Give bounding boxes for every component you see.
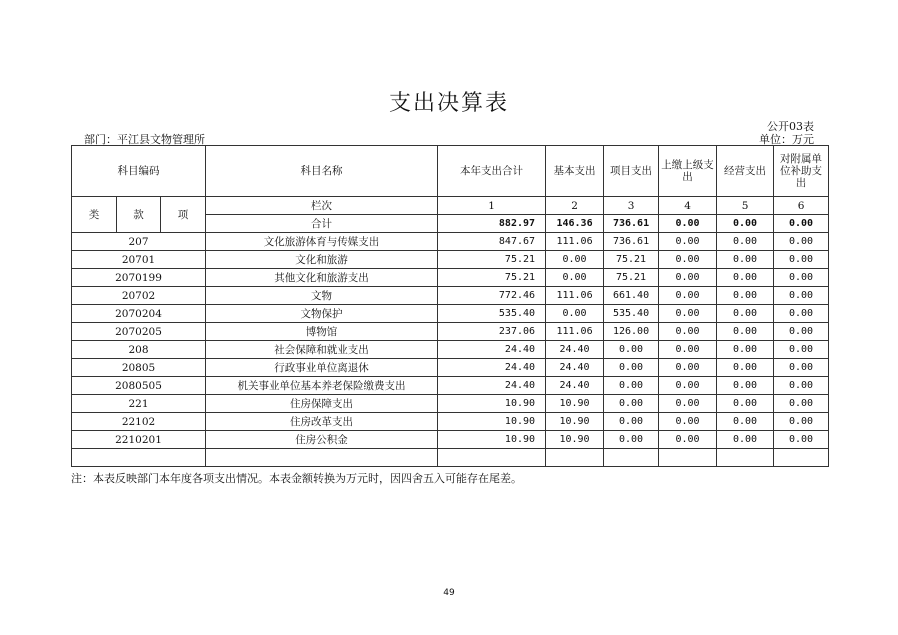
header-basic: 基本支出 <box>546 146 604 197</box>
row-value: 0.00 <box>774 287 829 305</box>
col-number: 4 <box>659 197 717 215</box>
row-code: 20702 <box>72 287 206 305</box>
row-name: 文物 <box>206 287 438 305</box>
row-name: 行政事业单位离退休 <box>206 359 438 377</box>
row-value: 24.40 <box>438 341 546 359</box>
row-name: 文物保护 <box>206 305 438 323</box>
row-value: 535.40 <box>438 305 546 323</box>
table-row <box>72 305 829 323</box>
row-code: 20701 <box>72 251 206 269</box>
col-number: 6 <box>774 197 829 215</box>
total-label: 合计 <box>206 215 438 233</box>
row-value: 0.00 <box>717 305 774 323</box>
row-value: 0.00 <box>659 287 717 305</box>
row-value: 0.00 <box>546 305 604 323</box>
row-code: 207 <box>72 233 206 251</box>
row-value: 0.00 <box>659 359 717 377</box>
header-kuan: 款 <box>117 197 161 233</box>
row-value: 111.06 <box>546 323 604 341</box>
row-value: 24.40 <box>438 377 546 395</box>
total-cell: 882.97 <box>438 215 546 233</box>
row-value: 10.90 <box>546 431 604 449</box>
table-row <box>72 287 829 305</box>
blank-cell <box>206 449 438 467</box>
table-row <box>72 413 829 431</box>
blank-cell <box>659 449 717 467</box>
blank-row <box>72 449 829 467</box>
row-value: 75.21 <box>604 269 659 287</box>
row-value: 0.00 <box>774 413 829 431</box>
row-value: 0.00 <box>774 233 829 251</box>
row-value: 10.90 <box>438 413 546 431</box>
row-value: 75.21 <box>438 251 546 269</box>
row-value: 0.00 <box>717 359 774 377</box>
row-value: 0.00 <box>659 305 717 323</box>
header-lanci: 栏次 <box>206 197 438 215</box>
row-value: 0.00 <box>659 251 717 269</box>
blank-cell <box>72 449 206 467</box>
department-label: 部门：平江县文物管理所 <box>84 133 205 146</box>
row-code: 221 <box>72 395 206 413</box>
row-value: 0.00 <box>659 269 717 287</box>
header-row <box>72 146 829 197</box>
row-value: 237.06 <box>438 323 546 341</box>
row-value: 0.00 <box>774 269 829 287</box>
row-code: 20805 <box>72 359 206 377</box>
header-upper: 上缴上级支出 <box>659 146 717 197</box>
row-value: 75.21 <box>604 251 659 269</box>
blank-cell <box>774 449 829 467</box>
row-name: 文化旅游体育与传媒支出 <box>206 233 438 251</box>
header-name: 科目名称 <box>206 146 438 197</box>
blank-cell <box>604 449 659 467</box>
total-cell: 0.00 <box>774 215 829 233</box>
row-value: 0.00 <box>717 341 774 359</box>
row-value: 10.90 <box>438 395 546 413</box>
table-row <box>72 341 829 359</box>
col-number: 1 <box>438 197 546 215</box>
table-row <box>72 431 829 449</box>
row-value: 111.06 <box>546 233 604 251</box>
row-value: 0.00 <box>659 323 717 341</box>
row-value: 0.00 <box>604 431 659 449</box>
row-value: 0.00 <box>717 251 774 269</box>
row-value: 0.00 <box>774 395 829 413</box>
header-lei: 类 <box>72 197 117 233</box>
row-value: 0.00 <box>717 431 774 449</box>
row-value: 0.00 <box>717 269 774 287</box>
header-code: 科目编码 <box>72 146 206 197</box>
row-value: 0.00 <box>659 377 717 395</box>
row-value: 0.00 <box>546 251 604 269</box>
row-value: 0.00 <box>604 341 659 359</box>
row-value: 535.40 <box>604 305 659 323</box>
row-value: 24.40 <box>546 377 604 395</box>
blank-cell <box>717 449 774 467</box>
header-project: 项目支出 <box>604 146 659 197</box>
row-value: 0.00 <box>717 377 774 395</box>
row-value: 0.00 <box>774 251 829 269</box>
row-code: 2070205 <box>72 323 206 341</box>
row-value: 0.00 <box>774 305 829 323</box>
table-row <box>72 377 829 395</box>
unit-label: 单位：万元 <box>759 133 814 146</box>
row-value: 0.00 <box>717 413 774 431</box>
row-value: 111.06 <box>546 287 604 305</box>
column-number-row <box>72 197 829 215</box>
row-value: 10.90 <box>546 395 604 413</box>
row-value: 736.61 <box>604 233 659 251</box>
row-value: 0.00 <box>717 323 774 341</box>
table-row <box>72 269 829 287</box>
col-number: 2 <box>546 197 604 215</box>
row-value: 0.00 <box>774 341 829 359</box>
table-row <box>72 233 829 251</box>
total-cell: 0.00 <box>717 215 774 233</box>
table-tag: 公开03表 <box>767 120 814 133</box>
row-code: 208 <box>72 341 206 359</box>
row-value: 0.00 <box>604 359 659 377</box>
row-value: 24.40 <box>438 359 546 377</box>
row-name: 住房公积金 <box>206 431 438 449</box>
page-number: 49 <box>443 588 455 598</box>
row-name: 其他文化和旅游支出 <box>206 269 438 287</box>
row-value: 847.67 <box>438 233 546 251</box>
row-value: 772.46 <box>438 287 546 305</box>
row-value: 0.00 <box>717 233 774 251</box>
total-cell: 146.36 <box>546 215 604 233</box>
row-value: 0.00 <box>659 413 717 431</box>
row-code: 2070204 <box>72 305 206 323</box>
row-value: 24.40 <box>546 341 604 359</box>
footnote: 注：本表反映部门本年度各项支出情况。本表金额转换为万元时，因四舍五入可能存在尾差。 <box>71 472 522 485</box>
col-number: 5 <box>717 197 774 215</box>
row-code: 2070199 <box>72 269 206 287</box>
table-row <box>72 395 829 413</box>
row-value: 0.00 <box>774 359 829 377</box>
total-cell: 0.00 <box>659 215 717 233</box>
row-value: 0.00 <box>659 431 717 449</box>
row-value: 75.21 <box>438 269 546 287</box>
row-value: 0.00 <box>774 431 829 449</box>
header-business: 经营支出 <box>717 146 774 197</box>
row-name: 博物馆 <box>206 323 438 341</box>
expenditure-table <box>71 145 829 467</box>
row-value: 126.00 <box>604 323 659 341</box>
row-value: 10.90 <box>546 413 604 431</box>
col-number: 3 <box>604 197 659 215</box>
row-value: 0.00 <box>717 395 774 413</box>
row-value: 0.00 <box>774 377 829 395</box>
blank-cell <box>546 449 604 467</box>
header-xiang: 项 <box>161 197 206 233</box>
header-subsidy: 对附属单位补助支出 <box>774 146 829 197</box>
row-value: 0.00 <box>659 233 717 251</box>
row-value: 0.00 <box>546 269 604 287</box>
row-value: 0.00 <box>604 395 659 413</box>
row-value: 661.40 <box>604 287 659 305</box>
table-row <box>72 359 829 377</box>
row-value: 0.00 <box>604 413 659 431</box>
row-value: 24.40 <box>546 359 604 377</box>
row-name: 住房保障支出 <box>206 395 438 413</box>
row-value: 0.00 <box>659 341 717 359</box>
blank-cell <box>438 449 546 467</box>
table-row <box>72 251 829 269</box>
row-code: 22102 <box>72 413 206 431</box>
row-name: 机关事业单位基本养老保险缴费支出 <box>206 377 438 395</box>
header-total: 本年支出合计 <box>438 146 546 197</box>
row-value: 0.00 <box>604 377 659 395</box>
row-name: 文化和旅游 <box>206 251 438 269</box>
row-code: 2210201 <box>72 431 206 449</box>
total-cell: 736.61 <box>604 215 659 233</box>
row-code: 2080505 <box>72 377 206 395</box>
row-value: 0.00 <box>717 287 774 305</box>
row-value: 10.90 <box>438 431 546 449</box>
row-name: 住房改革支出 <box>206 413 438 431</box>
table-row <box>72 323 829 341</box>
page-title: 支出决算表 <box>388 91 509 116</box>
row-name: 社会保障和就业支出 <box>206 341 438 359</box>
row-value: 0.00 <box>774 323 829 341</box>
row-value: 0.00 <box>659 395 717 413</box>
